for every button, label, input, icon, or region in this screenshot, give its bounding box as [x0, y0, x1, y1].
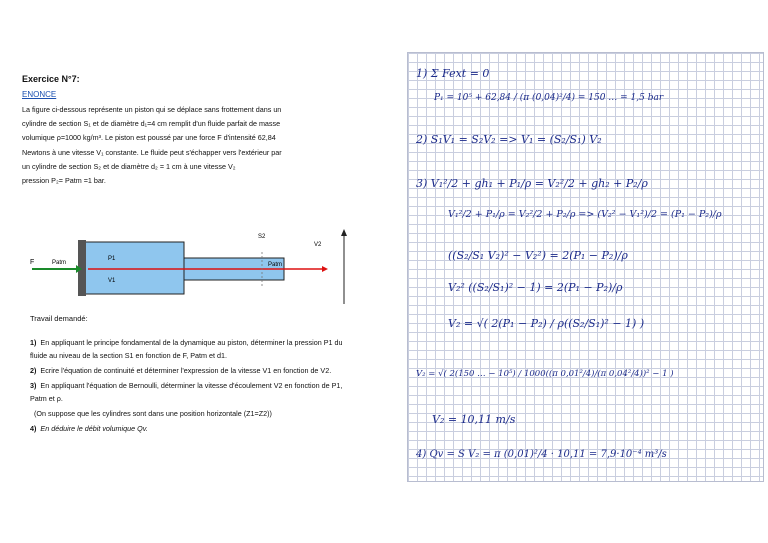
hw-line: V₂² ((S₂/S₁)² − 1) = 2(P₁ − P₂)/ρ	[448, 281, 623, 294]
piston-figure	[22, 224, 360, 314]
hw-line: V₁²/2 + P₁/ρ = V₂²/2 + P₂/ρ => (V₂² − V₁²)/2 = (P₁ − P₂)/ρ	[448, 209, 722, 220]
hw-line: 1) Σ Fext = 0	[416, 67, 490, 80]
task-text: (On suppose que les cylindres sont dans une position horizontale (Z1=Z2))	[34, 409, 272, 418]
task-number: 4)	[30, 424, 37, 433]
v1-label: V1	[108, 278, 116, 284]
hw-line: V₂ = √( 2(150 … − 10⁵) / 1000((π 0,01²/4)/(π 0,04²/4))² − 1 )	[416, 369, 674, 379]
task-text: En appliquant le principe fondamental de la dynamique au piston, déterminer la pression P1 du fluide au niveau de la section S1 en fonction de F, Patm et d1.	[30, 338, 343, 360]
task-item	[30, 379, 360, 405]
hw-line: V₂ = √( 2(P₁ − P₂) / ρ((S₂/S₁)² − 1) )	[448, 317, 645, 330]
tasks-title: Travail demandé:	[30, 314, 88, 323]
hw-line: 4) Qv = S V₂ = π (0,01)²/4 · 10,11 = 7,9·10⁻⁴ m³/s	[416, 449, 667, 460]
handwritten-solution	[407, 52, 764, 482]
force-label: F	[30, 259, 35, 266]
statement-line: volumique ρ=1000 kg/m³. Le piston est poussé par une force F d'intensité 62,84	[22, 133, 276, 143]
task-item	[30, 336, 360, 362]
statement-line: Newtons à une vitesse V₁ constante. Le fluide peut s'échapper vers l'extérieur par	[22, 147, 282, 157]
task-number: 2)	[30, 366, 37, 375]
p1-label: P1	[108, 256, 116, 262]
task-text: Ecrire l'équation de continuité et déterminer l'expression de la vitesse V1 en fonction de V2.	[40, 366, 332, 375]
exercise-panel	[22, 74, 360, 466]
task-number: 1)	[30, 338, 37, 347]
vertical-axis-head	[341, 229, 347, 236]
task-number: 3)	[30, 381, 37, 390]
statement-line: pression P₂= Patm =1 bar.	[22, 176, 106, 186]
enonce-label: ENONCE	[22, 90, 57, 99]
flow-arrow-head	[322, 266, 328, 272]
task-item	[30, 407, 360, 420]
statement	[22, 103, 360, 188]
v2-label: V2	[314, 242, 322, 248]
cylinder-1	[84, 242, 184, 294]
hw-line: 2) S₁V₁ = S₂V₂ => V₁ = (S₂/S₁) V₂	[416, 133, 602, 146]
hw-line: V₂ = 10,11 m/s	[432, 413, 516, 426]
hw-line: 3) V₁²/2 + gh₁ + P₁/ρ = V₂²/2 + gh₂ + P₂/ρ	[416, 177, 648, 190]
patm-left-label: Patm	[52, 260, 67, 266]
patm-right-label: Patm	[268, 262, 283, 268]
task-item	[30, 364, 360, 377]
hw-line: P₁ = 10⁵ + 62,84 / (π (0,04)²/4) = 150 … = 1,5 bar	[434, 93, 664, 103]
hw-line: ((S₂/S₁ V₂)² − V₂²) = 2(P₁ − P₂)/ρ	[448, 249, 628, 262]
task-text: En appliquant l'équation de Bernoulli, déterminer la vitesse d'écoulement V2 en fonction de P1, Patm et ρ.	[30, 381, 343, 403]
task-item	[30, 422, 360, 435]
statement-line: cylindre de section S₁ et de diamètre d₁=4 cm remplit d'un fluide parfait de masse	[22, 119, 281, 129]
exercise-title: Exercice N°7:	[22, 74, 80, 84]
tasks-list	[30, 336, 360, 437]
statement-line: un cylindre de section S₂ et de diamètre d₂ = 1 cm à une vitesse V₂	[22, 161, 236, 171]
s2-label: S2	[258, 234, 266, 240]
statement-line: La figure ci-dessous représente un piston qui se déplace sans frottement dans un	[22, 105, 282, 114]
task-text: En déduire le débit volumique Qv.	[40, 424, 148, 433]
